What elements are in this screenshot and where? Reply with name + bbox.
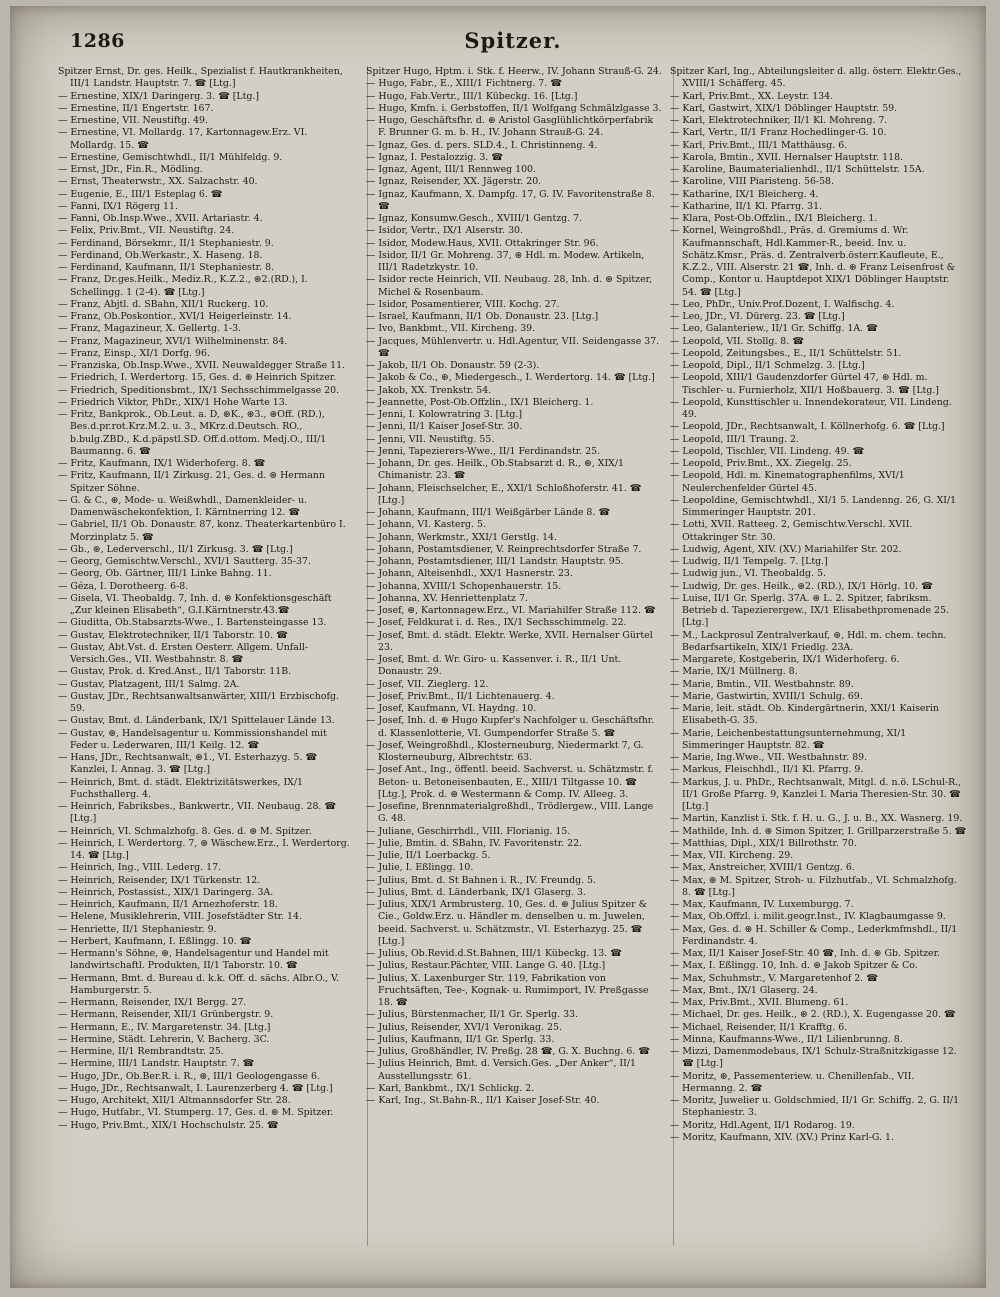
directory-entry: — Ignaz, Konsumw.Gesch., XVIII/1 Gentzg. 7. <box>366 213 583 224</box>
directory-entry: — Matthias, Dipl., XIX/1 Billrothstr. 70. <box>670 837 857 849</box>
directory-entry: — Karl, Bankbmt., IX/1 Schlickg. 2. <box>366 1082 535 1094</box>
directory-entry: — G. & C., ⊛, Mode- u. Weißwhdl., Damenkleider- u. Damenwäschekonfektion, I. Kärntnerring 12. ☎ <box>58 494 308 518</box>
directory-entry: — Fanni, Ob.Insp.Wwe., XVII. Artariastr. 4. <box>58 213 263 224</box>
directory-entry: — Ernst, JDr., Fin.R., Mödling. <box>58 164 203 175</box>
directory-entry: — Mathilde, Inh. d. ⊛ Simon Spitzer, I. Grillparzerstraße 5. ☎ <box>670 825 967 837</box>
directory-entry: — Julius, X. Laxenburger Str. 119, Fabrikation von Fruchtsäften, Tee-, Kognak- u. Rumimport, IV. Preßgasse 18. ☎ <box>366 972 649 1008</box>
directory-entry: — Leopold, Kunsttischler u. Innendekorateur, VII. Lindeng. 49. <box>670 396 952 420</box>
directory-entry: — Franz, Dr.ges.Heilk., Mediz.R., K.Z.2., ⊛2.(RD.), I. Schellingg. 1 (2-4). ☎ [Ltg.] <box>58 274 308 298</box>
directory-columns <box>58 66 973 1266</box>
directory-entry: — Giuditta, Ob.Stabsarzts-Wwe., I. Bartensteingasse 13. <box>58 617 327 629</box>
directory-entry: — Max, Bmt., IX/1 Glaserg. 24. <box>670 984 818 996</box>
directory-entry: Spitzer Ernst, Dr. ges. Heilk., Spezialist f. Hautkrankheiten, III/1 Landstr. Hauptstr. 7. ☎ [Ltg.] <box>58 66 343 90</box>
directory-entry: — Georg, Ob. Gärtner, III/1 Linke Bahng. 11. <box>58 568 272 580</box>
directory-entry: — Hugo, Architekt, XII/1 Altmannsdorfer Str. 28. <box>58 1095 291 1106</box>
directory-entry: — Moritz, ⊛, Passementeriew. u. Chenillenfab., VII. Hermanng. 2. ☎ <box>670 1070 915 1094</box>
directory-entry: — Leo, PhDr., Univ.Prof.Dozent, I. Walfischg. 4. <box>670 298 895 310</box>
directory-entry: — Franziska, Ob.Insp.Wwe., XVII. Neuwaldegger Straße 11. <box>58 360 346 371</box>
directory-entry: — Leopold, Zeitungsbes., E., II/1 Schüttelstr. 51. <box>670 347 902 359</box>
directory-entry: — Karl, Gastwirt, XIX/1 Döblinger Hauptstr. 59. <box>670 102 898 114</box>
directory-entry: — Josef, Inh. d. ⊛ Hugo Kupfer's Nachfolger u. Geschäftsfhr. d. Klassenlotterie, VI. Gumpendorfer Straße 5. ☎ <box>366 715 655 739</box>
directory-entry: — Ludwig, II/1 Tempelg. 7. [Ltg.] <box>670 556 828 567</box>
directory-entry: — Heinrich, Reisender, IX/1 Türkenstr. 12. <box>58 874 261 886</box>
directory-entry: — Josef Ant., Ing., öffentl. beeid. Sachverst. u. Schätzmstr. f. Beton- u. Betoneisenbauten, E., XIII/1 Tiltgasse 10. ☎ [Ltg.], Prok. d. ⊛ Westermann & Comp. IV. Alleeg. 3. <box>366 764 654 800</box>
directory-entry: — Hugo, Fabr., E., XIII/1 Fichtnerg. 7. ☎ <box>366 78 562 90</box>
directory-entry: — Leopold, JDr., Rechtsanwalt, I. Köllnerhofg. 6. ☎ [Ltg.] <box>670 421 945 433</box>
directory-entry: — Hugo, Fab.Vertr., III/1 Kübeckg. 16. [Ltg.] <box>366 90 578 102</box>
directory-entry: — Heinrich, Postassist., XIX/1 Daringerg. 3A. <box>58 886 274 898</box>
directory-entry: — Ferdinand, Ob.Werkastr., X. Haseng. 18. <box>58 249 263 261</box>
directory-entry: — Franz, Abjtl. d. SBahn, XII/1 Ruckerg. 10. <box>58 298 269 310</box>
column-1 <box>58 66 355 1266</box>
directory-entry: — Hugo, Priv.Bmt., XIX/1 Hochschulstr. 25. ☎ <box>58 1119 279 1131</box>
directory-entry: — Marie, Ing.Wwe., VII. Westbahnstr. 89. <box>670 752 868 763</box>
directory-entry: — Johann, Postamtsdiener, III/1 Landstr. Hauptstr. 95. <box>366 556 624 567</box>
directory-entry: — Jenni, Tapezierers-Wwe., II/1 Ferdinandstr. 25. <box>366 445 601 457</box>
directory-entry: — Karoline, VIII Piaristeng. 56-58. <box>670 176 834 188</box>
directory-entry: — Ludwig, Agent, XIV. (XV.) Mariahilfer Str. 202. <box>670 543 902 555</box>
directory-entry: — Johann, Fleischselcher, E., XXI/1 Schloßhoferstr. 41. ☎ [Ltg.] <box>366 482 642 506</box>
directory-entry: — Karl, Elektrotechniker, II/1 Kl. Mohreng. 7. <box>670 115 888 126</box>
directory-entry: — Margarete, Kostgeberin, IX/1 Widerhoferg. 6. <box>670 654 900 665</box>
directory-entry: — Heinrich, Kaufmann, II/1 Arnezhoferstr. 18. <box>58 899 278 910</box>
directory-entry: — Karl, Priv.Bmt., XX. Leystr. 134. <box>670 90 834 102</box>
directory-entry: — Jakob & Co., ⊛, Miedergesch., I. Werdertorg. 14. ☎ [Ltg.] <box>366 372 655 384</box>
directory-entry: — Leo, JDr., VI. Dürerg. 23. ☎ [Ltg.] <box>670 311 845 322</box>
directory-entry: — Ernst, Theaterwstr., XX. Salzachstr. 40. <box>58 176 258 188</box>
directory-entry: — Hermine, Städt. Lehrerin, V. Bacherg. 3C. <box>58 1033 270 1045</box>
directory-entry: — Julius Heinrich, Bmt. d. Versich.Ges. „Der Anker“, II/1 Ausstellungsstr. 61. <box>366 1058 636 1082</box>
directory-entry: — Julius, XIX/1 Armbrusterg. 10, Ges. d. ⊛ Julius Spitzer & Cie., Goldw.Erz. u. Händler m. denselben u. m. Juwelen, beeid. Sachverst. u. Schätzmstr., VI. Esterhazyg. 25. ☎ [Ltg.] <box>366 899 647 947</box>
column-2 <box>366 66 663 1266</box>
directory-entry: — Heinrich, Bmt. d. städt. Elektrizitätswerkes, IX/1 Fuchsthallerg. 4. <box>58 776 303 800</box>
directory-entry: — Lotti, XVII. Ratteeg. 2, Gemischtw.Verschl. XVII. Ottakringer Str. 30. <box>670 519 913 543</box>
directory-entry: — Johann, Postamtsdiener, V. Reinprechtsdorfer Straße 7. <box>366 543 642 555</box>
directory-entry: — Max, Ges. d. ⊛ H. Schiller & Comp., Lederkmfmshdl., II/1 Ferdinandstr. 4. <box>670 923 958 947</box>
directory-entry: — Isidor, Vertr., IX/1 Alserstr. 30. <box>366 225 524 237</box>
directory-entry: — Michael, Reisender, II/1 Krafftg. 6. <box>670 1021 848 1033</box>
directory-entry: — Johann, Kaufmann, III/1 Weißgärber Lände 8. ☎ <box>366 507 610 518</box>
directory-entry: — Géza, I. Dorotheerg. 6-8. <box>58 580 189 592</box>
directory-entry: — Jeannette, Post-Ob.Offzlin., IX/1 Bleicherg. 1. <box>366 396 594 408</box>
directory-entry: — Luise, II/1 Gr. Sperlg. 37A. ⊛ L. 2. Spitzer, fabriksm. Betrieb d. Tapezierergew., IX/1 Elisabethpromenade 25. [Ltg.] <box>670 592 949 629</box>
directory-entry: — Ernestine, Gemischtwhdl., II/1 Mühlfeldg. 9. <box>58 151 283 163</box>
directory-entry: — Leopoldine, Gemischtwhdl., XI/1 5. Landenng. 26, G. XI/1 Simmeringer Hauptstr. 201. <box>670 494 957 518</box>
page-number: 1286 <box>70 30 125 52</box>
directory-entry: — Ignaz, Ges. d. pers. SLD.4., I. Christinneng. 4. <box>366 139 598 151</box>
directory-entry: — Josef, Kaufmann, VI. Haydng. 10. <box>366 703 537 714</box>
directory-entry: — Julius, Kaufmann, II/1 Gr. Sperlg. 33. <box>366 1033 555 1045</box>
directory-entry: — Katharine, II/1 Kl. Pfarrg. 31. <box>670 200 823 212</box>
directory-entry: — Karola, Bmtin., XVII. Hernalser Hauptstr. 118. <box>670 151 904 163</box>
directory-entry: — Max, Priv.Bmt., XVII. Blumeng. 61. <box>670 997 849 1008</box>
directory-entry: — Jenni, I. Kolowratring 3. [Ltg.] <box>366 409 522 420</box>
directory-entry: — Heinrich, Ing., VIII. Lederg. 17. <box>58 862 222 874</box>
directory-entry: — Max, II/1 Kaiser Josef-Str. 40 ☎, Inh. d. ⊛ Gb. Spitzer. <box>670 948 941 959</box>
directory-entry: — Jenni, II/1 Kaiser Josef-Str. 30. <box>366 421 523 433</box>
column-3 <box>670 66 967 1266</box>
directory-entry: — Michael, Dr. ges. Heilk., ⊛ 2. (RD.), X. Eugengasse 20. ☎ <box>670 1009 956 1021</box>
directory-entry: — Hermann, Reisender, XII/1 Grünbergstr. 9. <box>58 1009 274 1021</box>
directory-entry: — Hermann, E., IV. Margaretenstr. 34. [Ltg.] <box>58 1021 271 1033</box>
directory-entry: — Eugenie, E., III/1 Esteplag 6. ☎ <box>58 188 223 200</box>
directory-entry: — Helene, Musiklehrerin, VIII. Josefstädter Str. 14. <box>58 911 302 923</box>
directory-entry: — Marie, IX/1 Müllnerg. 8. <box>670 666 798 678</box>
directory-entry: — Max, Ob.Offzl. i. milit.geogr.Inst., IV. Klagbaumgasse 9. <box>670 911 946 923</box>
directory-entry: — Karoline, Baumaterialienhdl., II/1 Schüttelstr. 15A. <box>670 164 925 175</box>
directory-entry: — Gb., ⊛, Lederverschl., II/1 Zirkusg. 3. ☎ [Ltg.] <box>58 543 293 555</box>
directory-entry: — Henriette, II/1 Stephaniestr. 9. <box>58 923 217 935</box>
directory-entry: — Hugo, JDr., Rechtsanwalt, I. Laurenzerberg 4. ☎ [Ltg.] <box>58 1082 333 1094</box>
directory-entry: — Marie, Gastwirtin, XVIII/1 Schulg. 69. <box>670 690 863 702</box>
directory-entry: — Marie, Leichenbestattungsunternehmung, XI/1 Simmeringer Hauptstr. 82. ☎ <box>670 727 907 751</box>
directory-entry: Spitzer Hugo, Hptm. i. Stk. f. Heerw., IV. Johann Strauß-G. 24. <box>366 66 662 77</box>
directory-entry: — Herbert, Kaufmann, I. Eßlingg. 10. ☎ <box>58 935 252 947</box>
directory-entry: — Jenni, VII. Neustiftg. 55. <box>366 433 495 445</box>
directory-entry: — Ignaz, Reisender, XX. Jägerstr. 20. <box>366 176 542 188</box>
directory-entry: — Josefine, Brennmaterialgroßhdl., Trödlergew., VIII. Lange G. 48. <box>366 801 654 825</box>
directory-entry: — Hermann, Reisender, IX/1 Bergg. 27. <box>58 997 247 1008</box>
directory-entry: — Ignaz, I. Pestalozzig. 3. ☎ <box>366 151 503 163</box>
directory-entry: — Kornel, Weingroßhdl., Präs. d. Gremiums d. Wr. Kaufmannschaft, Hdl.Kammer-R., beeid. Inv. u. Schätz.Kmsr., Präs. d. Zentralverb.österr.Kaufleute, E., K.Z.2., VIII. Alserstr. 21 ☎, Inh. d. ⊛ Franz Leisenfrost & Comp., Kontor u. Hauptdepot XIX/1 Döblinger Hauptstr. 54. ☎ [Ltg.] <box>670 225 955 298</box>
directory-entry: — Max, Schuhmstr., V. Margaretenhof 2. ☎ <box>670 972 878 984</box>
directory-entry: — Fritz, Kaufmann, II/1 Zirkusg. 21, Ges. d. ⊛ Hermann Spitzer Söhne. <box>58 470 325 494</box>
directory-entry: — Max, ⊛ M. Spitzer, Stroh- u. Filzhutfab., VI. Schmalzhofg. 8. ☎ [Ltg.] <box>670 874 957 898</box>
directory-entry: — Heinrich, Fabriksbes., Bankwertr., VII. Neubaug. 28. ☎ [Ltg.] <box>58 801 337 825</box>
directory-entry: — Minna, Kaufmanns-Wwe., II/1 Lilienbrunng. 8. <box>670 1033 903 1045</box>
directory-entry: — Hugo, Geschäftsfhr. d. ⊛ Aristol Gasglühlichtkörperfabrik F. Brunner G. m. b. H., IV. Johann Strauß-G. 24. <box>366 115 654 139</box>
directory-entry: — Moritz, Kaufmann, XIV. (XV.) Prinz Karl-G. 1. <box>670 1131 894 1143</box>
directory-entry: — Martin, Kanzlist i. Stk. f. H. u. G., J. u. B., XX. Wasnerg. 19. <box>670 813 963 825</box>
directory-entry: — M., Lackprosul Zentralverkauf, ⊛, Hdl. m. chem. techn. Bedarfsartikeln, XIX/1 Friedlg. 23A. <box>670 629 947 653</box>
directory-entry: — Leopold, Priv.Bmt., XX. Ziegelg. 25. <box>670 458 852 469</box>
directory-entry: — Heinrich, VI. Schmalzhofg. 8. Ges. d. ⊛ M. Spitzer. <box>58 825 312 837</box>
directory-entry: — Markus, J. u. PhDr., Rechtsanwalt, Mitgl. d. n.ö. LSchul-R., II/1 Große Pfarrg. 9, Kanzlei I. Maria Theresien-Str. 30. ☎ [Ltg.] <box>670 776 962 812</box>
directory-entry: Spitzer Karl, Ing., Abteilungsleiter d. allg. österr. Elektr.Ges., XVIII/1 Schäfferg. 45. <box>670 66 962 90</box>
directory-entry: — Josef, Weingroßhdl., Klosterneuburg, Niedermarkt 7, G. Klosterneuburg, Albrechtstr. 63. <box>366 739 644 763</box>
directory-entry: — Fritz, Kaufmann, IX/1 Widerhoferg. 8. ☎ <box>58 458 266 469</box>
directory-entry: — Ignaz, Kaufmann, X. Dampfg. 17, G. IV. Favoritenstraße 8. ☎ <box>366 188 655 212</box>
directory-entry: — Julie, II/1 Loerbackg. 5. <box>366 850 491 861</box>
directory-entry: — Isidor recte Heinrich, VII. Neubaug. 28, Inh. d. ⊛ Spitzer, Michel & Rosenbaum. <box>366 274 653 298</box>
directory-entry: — Jakob, II/1 Ob. Donaustr. 59 (2-3). <box>366 360 540 371</box>
directory-entry: — Mizzi, Damenmodebaus, IX/1 Schulz-Straßnitzkigasse 12. ☎ [Ltg.] <box>670 1046 957 1070</box>
directory-entry: — Jakob, XX. Trenkstr. 54. <box>366 384 492 396</box>
directory-entry: — Leopold, Tischler, VII. Lindeng. 49. ☎ <box>670 445 865 457</box>
directory-entry: — Hugo, Kmfn. i. Gerbstoffen, II/1 Wolfgang Schmälzlgasse 3. <box>366 102 662 114</box>
directory-entry: — Hermann's Söhne, ⊛, Handelsagentur und Handel mit landwirtschaftl. Produkten, II/1 Taborstr. 10. ☎ <box>58 948 329 972</box>
directory-entry: — Heinrich, I. Werdertorg. 7, ⊛ Wäschew.Erz., I. Werdertorg. 14. ☎ [Ltg.] <box>58 837 350 861</box>
directory-entry: — Max, VII. Kircheng. 29. <box>670 850 794 861</box>
directory-entry: — Hermine, II/1 Rembrandtstr. 25. <box>58 1046 224 1057</box>
directory-entry: — Josef, Bmt. d. städt. Elektr. Werke, XVII. Hernalser Gürtel 23. <box>366 629 653 653</box>
directory-entry: — Fritz, Bankprok., Ob.Leut. a. D, ⊛K., ⊛3., ⊛Off. (RD.), Bes.d.pr.rot.Krz.M.2. u. 3., MKrz.d.Deutsch. RO., b.bulg.ZBD., K.d.päpstl.SD. Off.d.ottom. Medj.O., III/1 Baumanng. 6. ☎ <box>58 409 327 457</box>
directory-entry: — Leopold, Hdl. m. Kinematographenfilms, XVI/1 Neulerchenfelder Gürtel 45. <box>670 470 905 494</box>
directory-entry: — Gustav, Elektrotechniker, II/1 Taborstr. 10. ☎ <box>58 629 288 641</box>
directory-entry: — Josef, Bmt. d. Wr. Giro- u. Kassenver. i. R., II/1 Unt. Donaustr. 29. <box>366 654 622 678</box>
directory-entry: — Friedrich Viktor, PhDr., XIX/1 Hohe Warte 13. <box>58 396 288 408</box>
directory-entry: — Katharine, IX/1 Bleicherg. 4. <box>670 188 819 200</box>
directory-entry: — Isidor, Posamentierer, VIII. Kochg. 27. <box>366 298 560 310</box>
directory-entry: — Max, Kaufmann, IV. Luxemburgg. 7. <box>670 899 854 910</box>
directory-entry: — Hugo, JDr., Ob.Ber.R. i. R., ⊛, III/1 Geologengasse 6. <box>58 1070 320 1082</box>
directory-entry: — Julius, Bmt. d. Länderbank, IX/1 Glaserg. 3. <box>366 886 586 898</box>
directory-entry: — Julius, Bürstenmacher, II/1 Gr. Sperlg. 33. <box>366 1009 578 1021</box>
directory-entry: — Gustav, Platzagent, III/1 Salmg. 2A. <box>58 678 240 690</box>
directory-entry: — Johann, Dr. ges. Heilk., Ob.Stabsarzt d. R., ⊛, XIX/1 Chimanistr. 23. ☎ <box>366 458 624 482</box>
directory-entry: — Karl, Priv.Bmt., III/1 Matthäusg. 6. <box>670 139 848 151</box>
directory-entry: — Gisela, VI. Theobaldg. 7, Inh. d. ⊛ Konfektionsgeschäft „Zur kleinen Elisabeth“, G.I.Kärntnerstr.43.☎ <box>58 592 332 616</box>
directory-entry: — Johann, Alteisenhdl., XX/1 Hasnerstr. 23. <box>366 568 573 580</box>
directory-entry: — Franz, Magazineur, X. Gellertg. 1-3. <box>58 323 242 335</box>
page-title: Spitzer. <box>464 28 562 53</box>
directory-entry: — Gustav, Bmt. d. Länderbank, IX/1 Spittelauer Lände 13. <box>58 715 335 727</box>
directory-entry: — Ivo, Bankbmt., VII. Kircheng. 39. <box>366 323 536 335</box>
directory-entry: — Ernestine, VI. Mollardg. 17, Kartonnagew.Erz. VI. Mollardg. 15. ☎ <box>58 127 308 151</box>
directory-entry: — Franz, Einsp., XI/1 Dorfg. 96. <box>58 347 210 359</box>
directory-entry: — Johann, Werkmstr., XXI/1 Gerstlg. 14. <box>366 531 557 543</box>
directory-entry: — Jacques, Mühlenvertr. u. Hdl.Agentur, VII. Seidengasse 37. ☎ <box>366 335 660 359</box>
directory-entry: — Gabriel, II/1 Ob. Donaustr. 87, konz. Theaterkartenbüro I. Morzinplatz 5. ☎ <box>58 519 346 543</box>
directory-entry: — Friedrich, I. Werdertorg. 15, Ges. d. ⊛ Heinrich Spitzer. <box>58 372 337 384</box>
directory-entry: — Leopold, XIII/1 Gaudenzdorfer Gürtel 47, ⊛ Hdl. m. Tischler- u. Furnierholz, XII/1 Hoßbauerg. 3. ☎ [Ltg.] <box>670 372 939 396</box>
directory-entry: — Moritz, Juwelier u. Goldschmied, II/1 Gr. Schiffg. 2, G. II/1 Stephaniestr. 3. <box>670 1095 960 1119</box>
directory-entry: — Gustav, JDr., Rechtsanwaltsanwärter, XIII/1 Erzbischofg. 59. <box>58 690 339 714</box>
directory-entry: — Felix, Priv.Bmt., VII. Neustiftg. 24. <box>58 225 235 237</box>
directory-entry: — Julius, Bmt. d. St Bahnen i. R., IV. Freundg. 5. <box>366 874 596 886</box>
directory-entry: — Julie, I. Eßlingg. 10. <box>366 862 474 874</box>
directory-entry: — Leopold, III/1 Traung. 2. <box>670 433 799 445</box>
directory-entry: — Marie, Bmtin., VII. Westbahnstr. 89. <box>670 678 854 690</box>
directory-entry: — Isidor, Modew.Haus, XVII. Ottakringer Str. 96. <box>366 237 599 249</box>
directory-entry: — Juliane, Geschirrhdl., VIII. Florianig. 15. <box>366 825 571 837</box>
directory-entry: — Ernestine, XIX/1 Daringerg. 3. ☎ [Ltg.] <box>58 90 260 102</box>
directory-entry: — Johanna, XV. Henriettenplatz 7. <box>366 592 528 604</box>
directory-entry: — Ludwig jun., VI. Theobaldg. 5. <box>670 568 826 580</box>
directory-entry: — Ferdinand, Börsekmr., II/1 Stephaniestr. 9. <box>58 237 274 249</box>
directory-entry: — Hans, JDr., Rechtsanwalt, ⊛1., VI. Esterhazyg. 5. ☎ Kanzlei, I. Annag. 3. ☎ [Ltg.] <box>58 752 318 776</box>
directory-entry: — Josef, Priv.Bmt., II/1 Lichtenauerg. 4. <box>366 690 555 702</box>
directory-entry: — Leopold, Dipl., II/1 Schmelzg. 3. [Ltg.] <box>670 360 865 371</box>
directory-entry: — Fanni, IX/1 Rögerg 11. <box>58 200 178 212</box>
directory-entry: — Gustav, ⊛, Handelsagentur u. Kommissionshandel mit Feder u. Lederwaren, III/1 Keilg. 12. ☎ <box>58 727 327 751</box>
directory-entry: — Johann, VI. Kasterg. 5. <box>366 519 486 531</box>
directory-entry: — Karl, Ing., St.Bahn-R., II/1 Kaiser Josef-Str. 40. <box>366 1095 600 1106</box>
directory-entry: — Julius, Reisender, XVI/1 Veronikag. 25. <box>366 1021 562 1033</box>
directory-entry: — Georg, Gemischtw.Verschl., XVI/1 Sautterg. 35-37. <box>58 556 311 567</box>
directory-entry: — Franz, Ob.Poskontior., XVI/1 Heigerleinstr. 14. <box>58 311 292 322</box>
directory-entry: — Julius, Großhändler, IV. Preßg. 28 ☎, G. X. Buchng. 6. ☎ <box>366 1046 650 1057</box>
directory-entry: — Ferdinand, Kaufmann, II/1 Stephaniestr. 8. <box>58 262 275 273</box>
directory-entry: — Julie, Bmtin. d. SBahn, IV. Favoritenstr. 22. <box>366 837 583 849</box>
directory-entry: — Johanna, XVIII/1 Schopenhauerstr. 15. <box>366 580 562 592</box>
directory-entry: — Friedrich, Speditionsbmt., IX/1 Sechsschimmelgasse 20. <box>58 384 340 396</box>
directory-entry: — Karl, Vertr., II/1 Franz Hochedlinger-G. 10. <box>670 127 887 139</box>
directory-entry: — Markus, Fleischhdl., II/1 Kl. Pfarrg. 9. <box>670 764 864 776</box>
directory-entry: — Max, Anstreicher, XVIII/1 Gentzg. 6. <box>670 862 855 874</box>
directory-entry: — Josef, Feldkurat i. d. Res., IX/1 Sechsschimmelg. 22. <box>366 617 627 629</box>
directory-entry: — Leo, Galanteriew., II/1 Gr. Schiffg. 1A. ☎ <box>670 323 878 335</box>
directory-entry: — Moritz, Hdl.Agent, II/1 Rodarog. 19. <box>670 1119 855 1131</box>
directory-entry: — Hermine, III/1 Landstr. Hauptstr. 7. ☎ <box>58 1058 255 1070</box>
directory-entry: — Israel, Kaufmann, II/1 Ob. Donaustr. 23. [Ltg.] <box>366 311 599 322</box>
directory-entry: — Gustav, Prok. d. Kred.Anst., II/1 Taborstr. 11B. <box>58 666 292 678</box>
directory-entry: — Gustav, Abt.Vst. d. Ersten Oesterr. Allgem. Unfall-Versich.Ges., VII. Westbahnstr. 8. ☎ <box>58 641 309 665</box>
directory-entry: — Marie, leit. städt. Ob. Kindergärtnerin, XXI/1 Kaiserin Elisabeth-G. 35. <box>670 703 939 727</box>
directory-entry: — Leopold, VII. Stollg. 8. ☎ <box>670 335 804 347</box>
directory-entry: — Hermann, Bmt. d. Bureau d. k.k. Off. d. sächs. Albr.O., V. Hamburgerstr. 5. <box>58 972 340 996</box>
directory-entry: — Ignaz, Agent, III/1 Rennweg 100. <box>366 164 536 175</box>
directory-entry: — Franz, Magazineur, XVI/1 Wilhelminenstr. 84. <box>58 335 288 347</box>
directory-entry: — Max, I. Eßlingg. 10, Inh. d. ⊛ Jakob Spitzer & Co. <box>670 960 918 972</box>
directory-entry: — Ernestine, II/1 Engertstr. 167. <box>58 102 214 114</box>
directory-entry: — Klara, Post-Ob.Offzlin., IX/1 Bleicherg. 1. <box>670 213 878 224</box>
page-header <box>70 24 956 58</box>
directory-entry: — Hugo, Hutfabr., VI. Stumperg. 17, Ges. d. ⊛ M. Spitzer. <box>58 1107 334 1119</box>
directory-entry: — Ernestine, VII. Neustiftg. 49. <box>58 115 208 126</box>
directory-entry: — Ludwig, Dr. ges. Heilk., ⊛2. (RD.), IX/1 Hörlg. 10. ☎ <box>670 580 933 592</box>
directory-entry: — Isidor, II/1 Gr. Mohreng. 37, ⊛ Hdl. m. Modew. Artikeln, III/1 Radetzkystr. 10. <box>366 249 645 273</box>
directory-entry: — Julius, Ob.Revid.d.St.Bahnen, III/1 Kübeckg. 13. ☎ <box>366 948 622 959</box>
directory-entry: — Josef, VII. Zieglerg. 12. <box>366 678 489 690</box>
directory-entry: — Josef, ⊛, Kartonnagew.Erz., VI. Mariahilfer Straße 112. ☎ <box>366 605 656 616</box>
directory-entry: — Julius, Restaur.Pächter, VIII. Lange G. 40. [Ltg.] <box>366 960 606 972</box>
